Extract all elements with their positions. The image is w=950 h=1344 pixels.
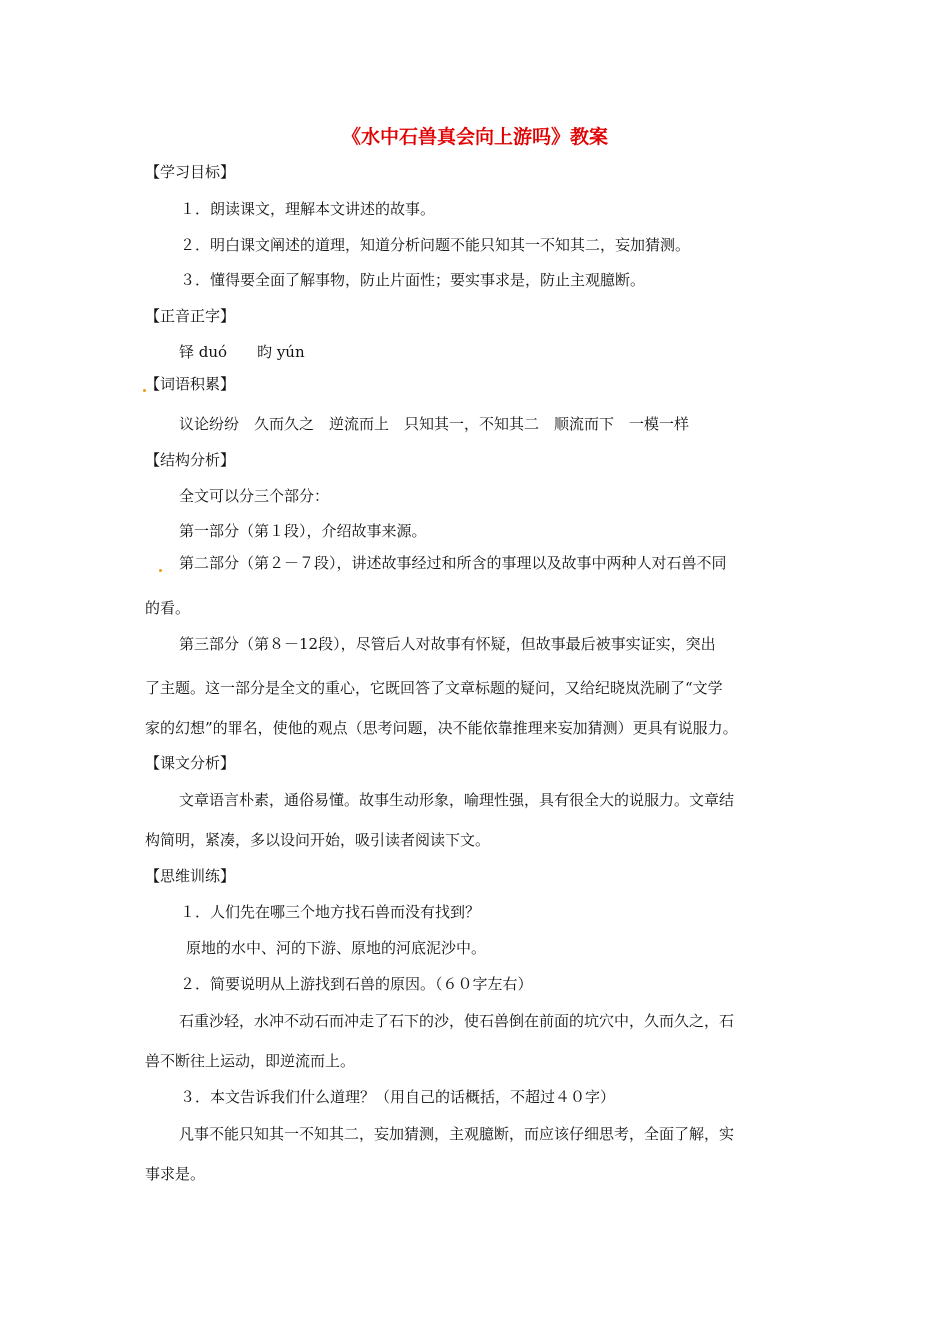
question-2: ２．简要说明从上游找到石兽的原因。（６０字左右） bbox=[180, 975, 533, 993]
section-heading-goals: 【学习目标】 bbox=[145, 163, 236, 181]
section-heading-training: 【思维训练】 bbox=[145, 867, 236, 885]
answer-2-cont: 兽不断往上运动，即逆流而上。 bbox=[145, 1052, 356, 1070]
vocab-list: 议论纷纷 久而久之 逆流而上 只知其一，不知其二 顺流而下 一模一样 bbox=[179, 415, 690, 433]
section-heading-pronunciation: 【正音正字】 bbox=[145, 307, 236, 325]
pronunciation-entry: 昀 yún bbox=[257, 343, 305, 361]
goal-item-3: ３．懂得要全面了解事物，防止片面性；要实事求是，防止主观臆断。 bbox=[180, 271, 646, 289]
pronunciation-list bbox=[179, 342, 305, 362]
question-3: ３．本文告诉我们什么道理？（用自己的话概括，不超过４０字） bbox=[180, 1088, 616, 1106]
section-heading-structure: 【结构分析】 bbox=[145, 451, 236, 469]
document-title: 《水中石兽真会向上游吗》教案 bbox=[341, 126, 608, 148]
answer-3-cont: 事求是。 bbox=[145, 1165, 206, 1183]
analysis-line-2: 构简明，紧凑，多以设问开始，吸引读者阅读下文。 bbox=[145, 831, 491, 849]
structure-part-3-cont-2: 家的幻想”的罪名，使他的观点（思考问题，决不能依靠推理来妄加猜测）更具有说服力。 bbox=[145, 719, 738, 737]
structure-part-2: 第二部分（第２－７段），讲述故事经过和所含的事理以及故事中两种人对石兽不同 bbox=[179, 554, 727, 572]
structure-part-1: 第一部分（第１段），介绍故事来源。 bbox=[179, 522, 427, 540]
goal-item-1: １．朗读课文，理解本文讲述的故事。 bbox=[180, 200, 436, 218]
structure-part-3: 第三部分（第８－12段），尽管后人对故事有怀疑，但故事最后被事实证实，突出 bbox=[179, 635, 716, 653]
analysis-line-1: 文章语言朴素，通俗易懂。故事生动形象，喻理性强，具有很全大的说服力。文章结 bbox=[179, 791, 735, 809]
structure-part-2-cont: 的看。 bbox=[145, 599, 191, 617]
answer-1: 原地的水中、河的下游、原地的河底泥沙中。 bbox=[186, 939, 487, 957]
pronunciation-entry: 铎 duó bbox=[179, 343, 228, 361]
structure-part-3-cont-1: 了主题。这一部分是全文的重心，它既回答了文章标题的疑问，又给纪晓岚洗刷了“文学 bbox=[145, 679, 723, 697]
structure-intro: 全文可以分三个部分： bbox=[179, 487, 330, 505]
section-heading-vocab: 【词语积累】 bbox=[145, 375, 236, 393]
decorative-dot bbox=[159, 569, 162, 572]
question-1: １．人们先在哪三个地方找石兽而没有找到？ bbox=[180, 903, 481, 921]
answer-2: 石重沙轻，水冲不动石而冲走了石下的沙，使石兽倒在前面的坑穴中，久而久之，石 bbox=[179, 1012, 735, 1030]
section-heading-analysis: 【课文分析】 bbox=[145, 754, 236, 772]
goal-item-2: ２．明白课文阐述的道理，知道分析问题不能只知其一不知其二，妄加猜测。 bbox=[180, 236, 691, 254]
answer-3: 凡事不能只知其一不知其二，妄加猜测，主观臆断，而应该仔细思考，全面了解，实 bbox=[179, 1125, 735, 1143]
